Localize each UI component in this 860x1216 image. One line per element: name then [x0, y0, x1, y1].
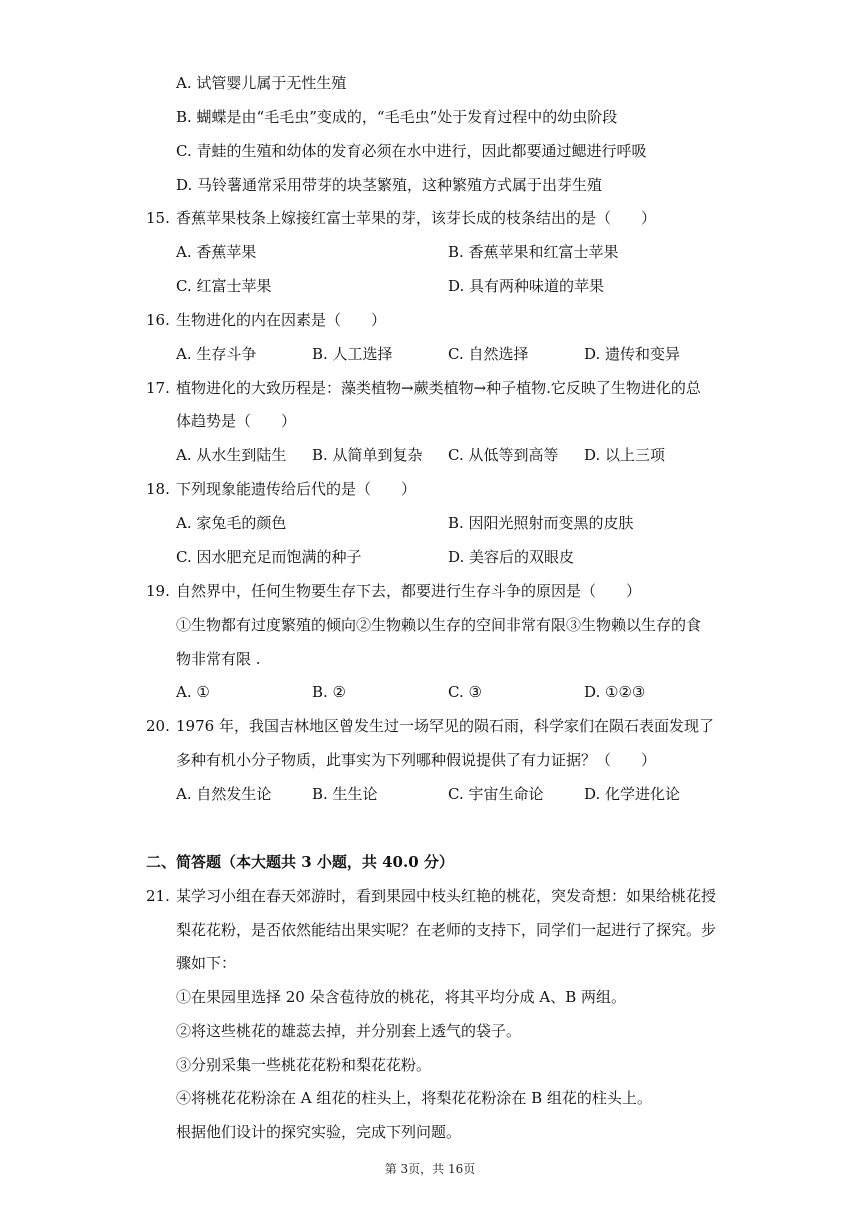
q17-text-line2: 体趋势是（ ） [176, 412, 297, 430]
q16-option-d: D. 遗传和变异 [584, 345, 681, 363]
section-heading: 二、简答题（本大题共 3 小题，共 40.0 分） [146, 853, 454, 871]
q17-option-c: C. 从低等到高等 [448, 446, 559, 464]
q20-option-b: B. 生生论 [312, 785, 378, 803]
q20-text-line2: 多种有机小分子物质，此事实为下列哪种假说提供了有力证据？（ ） [176, 751, 657, 769]
q18-option-a: A. 家兔毛的颜色 [176, 514, 287, 532]
q21-number: 21. [146, 887, 170, 905]
q18-option-d: D. 美容后的双眼皮 [448, 548, 575, 566]
q20-option-a: A. 自然发生论 [176, 785, 272, 803]
q16-option-b: B. 人工选择 [312, 345, 393, 363]
q19-text-line1: 自然界中，任何生物要生存下去，都要进行生存斗争的原因是（ ） [176, 582, 642, 600]
q21-step3: ③分别采集一些桃花花粉和梨花花粉。 [176, 1056, 432, 1074]
q21-step1: ①在果园里选择 20 朵含苞待放的桃花，将其平均分成 A、B 两组。 [176, 988, 627, 1006]
q15-number: 15. [146, 209, 170, 227]
q19-text-line3: 物非常有限 . [176, 650, 261, 668]
q15-option-c: C. 红富士苹果 [176, 277, 272, 295]
q16-option-a: A. 生存斗争 [176, 345, 257, 363]
q14-option-c: C. 青蛙的生殖和幼体的发育必须在水中进行，因此都要通过鳃进行呼吸 [176, 142, 647, 160]
q15-text: 香蕉苹果枝条上嫁接红富士苹果的芽，该芽长成的枝条结出的是（ ） [176, 209, 657, 227]
q21-line3: 骤如下： [176, 954, 237, 972]
q17-number: 17. [146, 379, 170, 397]
q17-option-d: D. 以上三项 [584, 446, 666, 464]
q20-option-c: C. 宇宙生命论 [448, 785, 544, 803]
q16-text: 生物进化的内在因素是（ ） [176, 311, 387, 329]
q19-option-d: D. ①②③ [584, 683, 646, 701]
q18-option-b: B. 因阳光照射而变黑的皮肤 [448, 514, 634, 532]
q21-step4: ④将桃花花粉涂在 A 组花的柱头上，将梨花花粉涂在 B 组花的柱头上。 [176, 1089, 652, 1107]
q21-instruction: 根据他们设计的探究实验，完成下列问题。 [176, 1123, 462, 1141]
q14-option-d: D. 马铃薯通常采用带芽的块茎繁殖，这种繁殖方式属于出芽生殖 [176, 176, 603, 194]
q14-option-b: B. 蝴蝶是由“毛毛虫”变成的，“毛毛虫”处于发育过程中的幼虫阶段 [176, 108, 618, 126]
q21-line1: 某学习小组在春天郊游时，看到果园中枝头红艳的桃花，突发奇想：如果给桃花授 [176, 887, 717, 905]
q17-text-line1: 植物进化的大致历程是：藻类植物→蕨类植物→种子植物.它反映了生物进化的总 [176, 379, 701, 397]
q18-text: 下列现象能遗传给后代的是（ ） [176, 480, 417, 498]
q17-option-a: A. 从水生到陆生 [176, 446, 287, 464]
q16-option-c: C. 自然选择 [448, 345, 529, 363]
q20-option-d: D. 化学进化论 [584, 785, 681, 803]
q18-option-c: C. 因水肥充足而饱满的种子 [176, 548, 362, 566]
q19-text-line2: ①生物都有过度繁殖的倾向②生物赖以生存的空间非常有限③生物赖以生存的食 [176, 616, 702, 634]
q19-number: 19. [146, 582, 170, 600]
q15-option-d: D. 具有两种味道的苹果 [448, 277, 605, 295]
q20-text-line1: 1976 年，我国吉林地区曾发生过一场罕见的陨石雨，科学家们在陨石表面发现了 [176, 717, 714, 735]
q19-option-b: B. ② [312, 683, 347, 701]
q15-option-a: A. 香蕉苹果 [176, 243, 257, 261]
page-footer: 第 3页，共 16页 [384, 1162, 476, 1176]
q18-number: 18. [146, 480, 170, 498]
q19-option-a: A. ① [176, 683, 210, 701]
q21-line2: 梨花花粉，是否依然能结出果实呢？在老师的支持下，同学们一起进行了探究。步 [176, 921, 717, 939]
q14-option-a: A. 试管婴儿属于无性生殖 [176, 74, 347, 92]
q16-number: 16. [146, 311, 170, 329]
q21-step2: ②将这些桃花的雄蕊去掉，并分别套上透气的袋子。 [176, 1022, 522, 1040]
q20-number: 20. [146, 717, 170, 735]
q19-option-c: C. ③ [448, 683, 482, 701]
q15-option-b: B. 香蕉苹果和红富士苹果 [448, 243, 619, 261]
q17-option-b: B. 从简单到复杂 [312, 446, 423, 464]
